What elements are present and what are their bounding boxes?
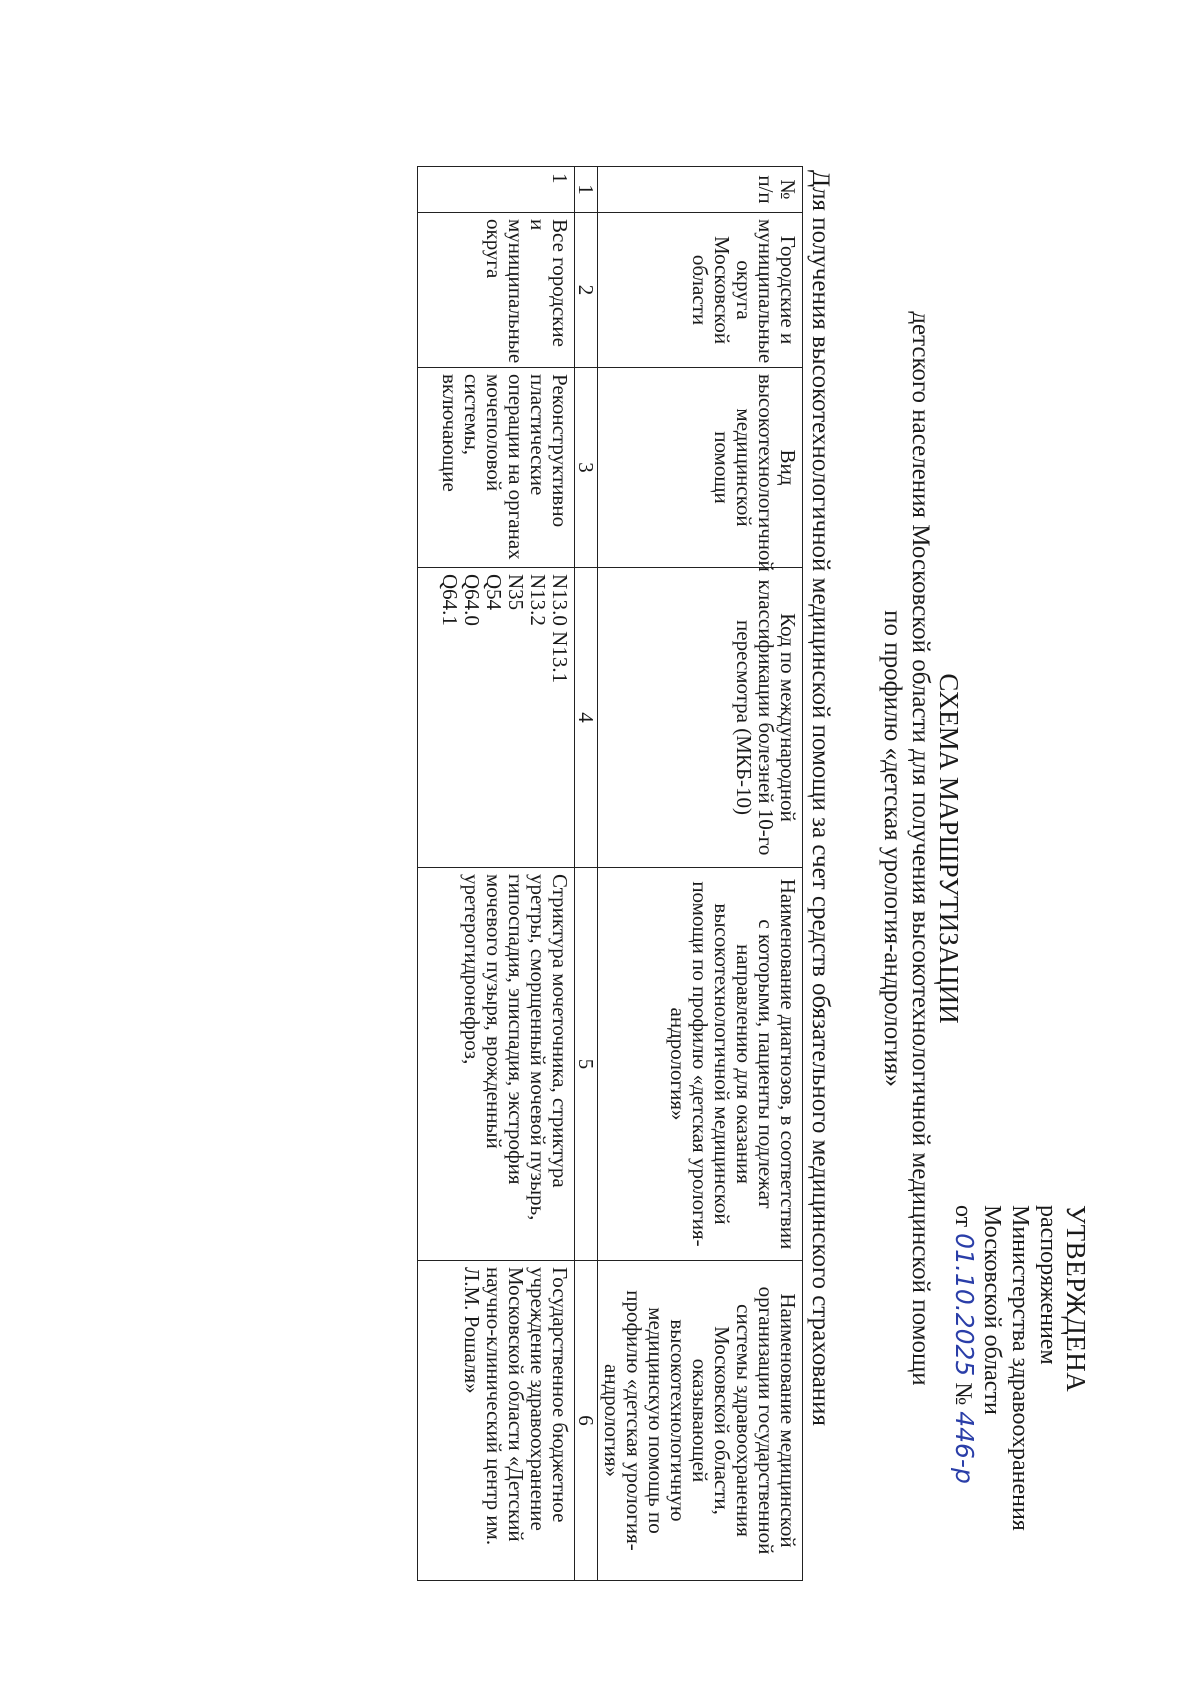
column-number: 4 [575, 568, 598, 868]
approval-title: УТВЕРЖДЕНА [1061, 1205, 1091, 1393]
icd-code: N35 [504, 574, 528, 611]
handwritten-date: 01.10.2025 [950, 1233, 979, 1377]
header-cell-icd-code: Код по международной классификации болезней 10-го пересмотра (МКБ-10) [598, 568, 803, 868]
row-care-type: Реконструктивно пластические операции на органах мочеполовой системы, включающие [418, 368, 575, 568]
approval-line: распоряжением [1035, 1205, 1061, 1365]
column-number: 1 [575, 167, 598, 213]
row-organization: Государственное бюджетное учреждение здравоохранение Московской области «Детский научно-клинический центр им. Л.М. Рошаля» [418, 1261, 575, 1581]
document-title: СХЕМА МАРШРУТИЗАЦИИ [934, 673, 964, 1024]
icd-code: Q64.0 [460, 574, 484, 626]
number-prefix: № [950, 1382, 976, 1406]
approval-line: Министерства здравоохранения [1007, 1205, 1033, 1531]
handwritten-number: 446-р [950, 1411, 979, 1484]
column-number: 3 [575, 368, 598, 568]
row-diagnoses: Стриктура мочеточника, стриктура уретры, сморщенный мочевой пузырь, гипоспадия, эписпадия, экстрофия мочевого пузыря, врожденный уретерогидронефроз, [418, 868, 575, 1261]
column-number-row [575, 167, 598, 1581]
section-subtitle: Для получения высокотехнологичной медицинской помощи за счет средств обязательного медицинского страхования [807, 170, 834, 1427]
header-cell-region: Городские и муниципальные округа Московской области [598, 213, 803, 368]
icd-code: Q54 [482, 574, 506, 611]
approval-block [949, 1205, 1090, 1625]
table-row [418, 167, 575, 1581]
icd-code: N13.2 [526, 574, 550, 626]
row-region: Все городские и муниципальные округа [418, 213, 575, 368]
document-heading-line: детского населения Московской области для получения высокотехнологичной медицинской помощи [907, 311, 934, 1386]
row-icd-codes [418, 568, 575, 868]
column-number: 2 [575, 213, 598, 368]
date-prefix: от [950, 1205, 976, 1228]
column-number: 5 [575, 868, 598, 1261]
row-number: 1 [418, 167, 575, 213]
icd-code: N13.0 N13.1 [548, 574, 572, 684]
document-heading-line: по профилю «детская урология-андрология» [879, 610, 906, 1087]
column-number: 6 [575, 1261, 598, 1581]
icd-code: Q64.1 [438, 574, 462, 626]
routing-table [417, 166, 803, 1581]
approval-line: Московской области [979, 1205, 1005, 1415]
header-cell-care-type: Вид высокотехнологичной медицинской помощи [598, 368, 803, 568]
header-cell-organization: Наименование медицинской организации государственной системы здравоохранения Московской области, оказывающей высокотехнологичную медицинскую помощь по профилю «детская урология-андрология» [598, 1261, 803, 1581]
header-cell-number: № п/п [598, 167, 803, 213]
header-cell-diagnoses: Наименование диагнозов, в соответствии с которыми, пациенты подлежат направлению для оказания высокотехнологичной медицинской помощи по профилю «детская урология-андрология» [598, 868, 803, 1261]
table-header-row [598, 167, 803, 1581]
